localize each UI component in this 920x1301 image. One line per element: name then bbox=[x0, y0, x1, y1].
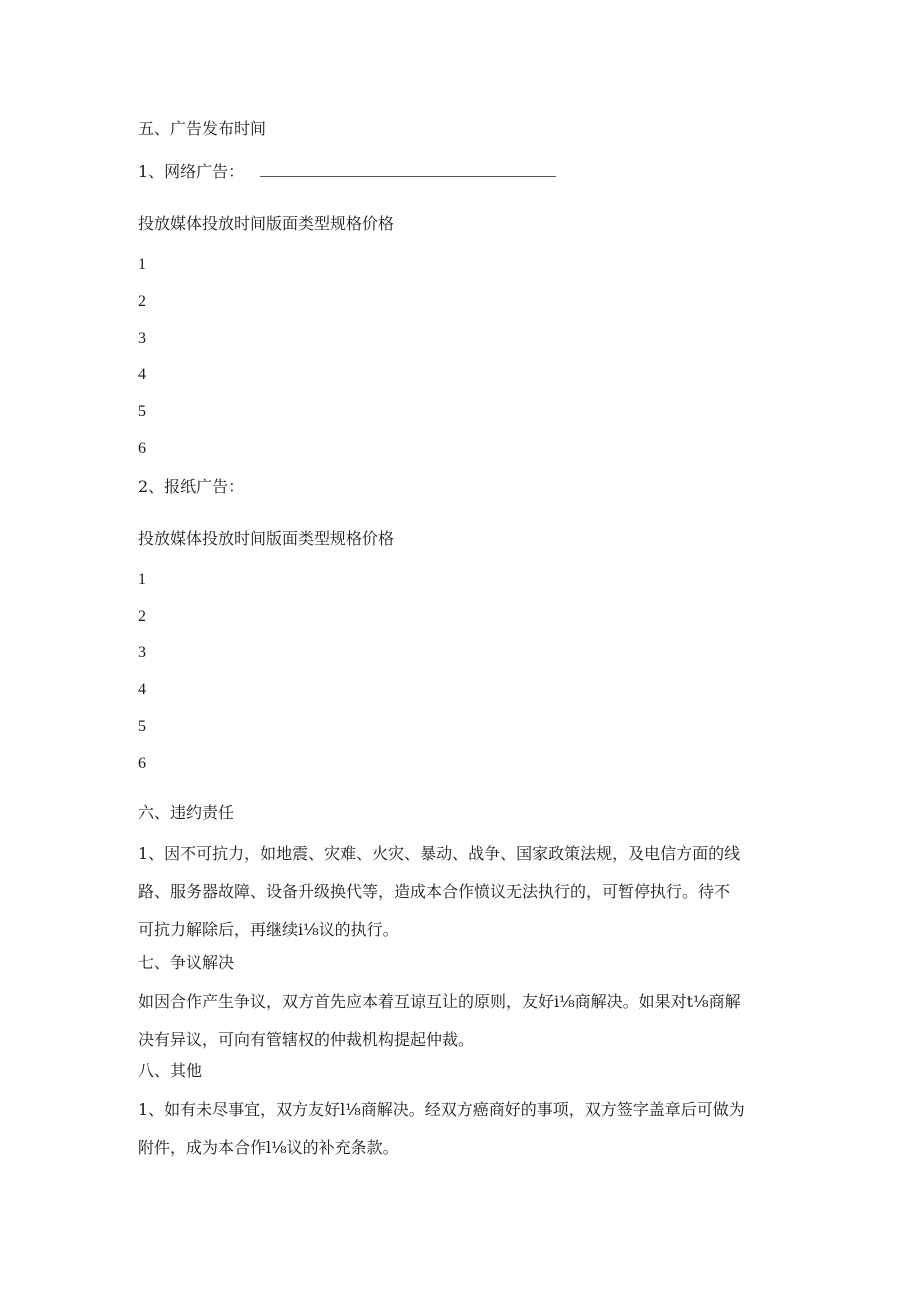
network-row-number: 6 bbox=[138, 440, 146, 457]
newspaper-row-number: 5 bbox=[138, 718, 146, 735]
section8-heading: 八、其他 bbox=[138, 1061, 203, 1080]
section7-paragraph bbox=[138, 983, 788, 1059]
network-row-number: 2 bbox=[138, 293, 146, 310]
network-row-number: 3 bbox=[138, 330, 146, 347]
network-row-number: 4 bbox=[138, 366, 146, 383]
network-ad-label: 1、网络广告： bbox=[138, 162, 245, 181]
newspaper-ad-table-header: 投放媒体投放时间版面类型规格价格 bbox=[138, 529, 395, 548]
paragraph-line: 可抗力解除后，再继续i⅛议的执行。 bbox=[138, 920, 399, 939]
paragraph-line: 决有异议，可向有管辖权的仲裁机构提起仲裁。 bbox=[138, 1030, 475, 1049]
newspaper-row-number: 4 bbox=[138, 681, 146, 698]
paragraph-line: 1、如有未尽事宜，双方友好l⅛商解决。经双方癌商好的事项，双方签字盖章后可做为 bbox=[138, 1100, 745, 1119]
paragraph-line: 附件，成为本合作l⅛议的补充条款。 bbox=[138, 1138, 399, 1157]
section6-paragraph bbox=[138, 835, 788, 949]
paragraph-line: 1、因不可抗力，如地震、灾难、火灾、暴动、战争、国家政策法规，及电信方面的线 bbox=[138, 844, 741, 863]
paragraph-line: 如因合作产生争议，双方首先应本着互谅互让的原则，友好i⅛商解决。如果对t⅛商解 bbox=[138, 992, 741, 1011]
newspaper-row-number: 2 bbox=[138, 608, 146, 625]
network-row-number: 1 bbox=[138, 256, 146, 273]
section8-paragraph bbox=[138, 1091, 788, 1167]
section6-heading: 六、违约责任 bbox=[138, 803, 235, 822]
newspaper-row-number: 1 bbox=[138, 571, 146, 588]
newspaper-row-number: 6 bbox=[138, 755, 146, 772]
newspaper-ad-label: 2、报纸广告： bbox=[138, 477, 245, 496]
network-ad-table-header: 投放媒体投放时间版面类型规格价格 bbox=[138, 214, 395, 233]
network-ad-blank-line bbox=[260, 176, 556, 177]
newspaper-row-number: 3 bbox=[138, 644, 146, 661]
network-row-number: 5 bbox=[138, 403, 146, 420]
section5-heading: 五、广告发布时间 bbox=[138, 119, 267, 138]
section7-heading: 七、争议解决 bbox=[138, 953, 235, 972]
network-ad-row bbox=[138, 162, 556, 182]
paragraph-line: 路、服务器故障、设备升级换代等，造成本合作愤议无法执行的，可暂停执行。待不 bbox=[138, 882, 731, 901]
